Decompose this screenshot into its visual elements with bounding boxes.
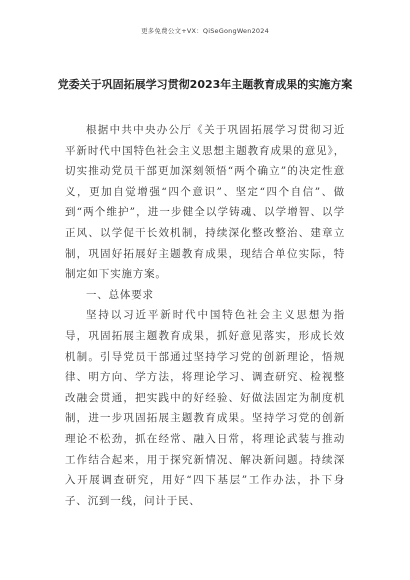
section-heading: 一、总体要求 [86, 288, 154, 301]
document-title: 党委关于巩固拓展学习贯彻2023年主题教育成果的实施方案 [57, 78, 353, 91]
intro-paragraph: 根据中共中央办公厅《关于巩固拓展学习贯彻习近平新时代中国特色社会主义思想主题教育成果的意见》，切实推动党员干部更加深刻领悟“两个确立”的决定性意义，更加自觉增强“四个意识”、坚定“四个自信”、做到“两个维护”，进一步健全以学铸魂、以学增智、以学正风、以学促干长效机制，持续深化整改整治、建章立制，巩固好拓展好主题教育成果，现结合单位实际，特制定如下实施方案。 [65, 124, 345, 281]
document-body [65, 120, 345, 511]
header-note: 更多免费公文+VX：QiSeGongWen2024 [141, 27, 269, 35]
section-paragraph: 坚持以习近平新时代中国特色社会主义思想为指导，巩固拓展主题教育成果，抓好意见落实，形成长效机制。引导党员干部通过坚持学习党的创新理论，悟规律、明方向、学方法，将理论学习、调查研究、检视整改融会贯通，把实践中的好经验、好做法固定为制度机制，进一步巩固拓展主题教育成果。坚持学习党的创新理论不松劲，抓在经常、融入日常，将理论武装与推动工作结合起来，用于探究新情况、解决新问题。持续深入开展调查研究，用好“四下基层”工作办法，扑下身子、沉到一线，问计于民、 [65, 309, 345, 507]
